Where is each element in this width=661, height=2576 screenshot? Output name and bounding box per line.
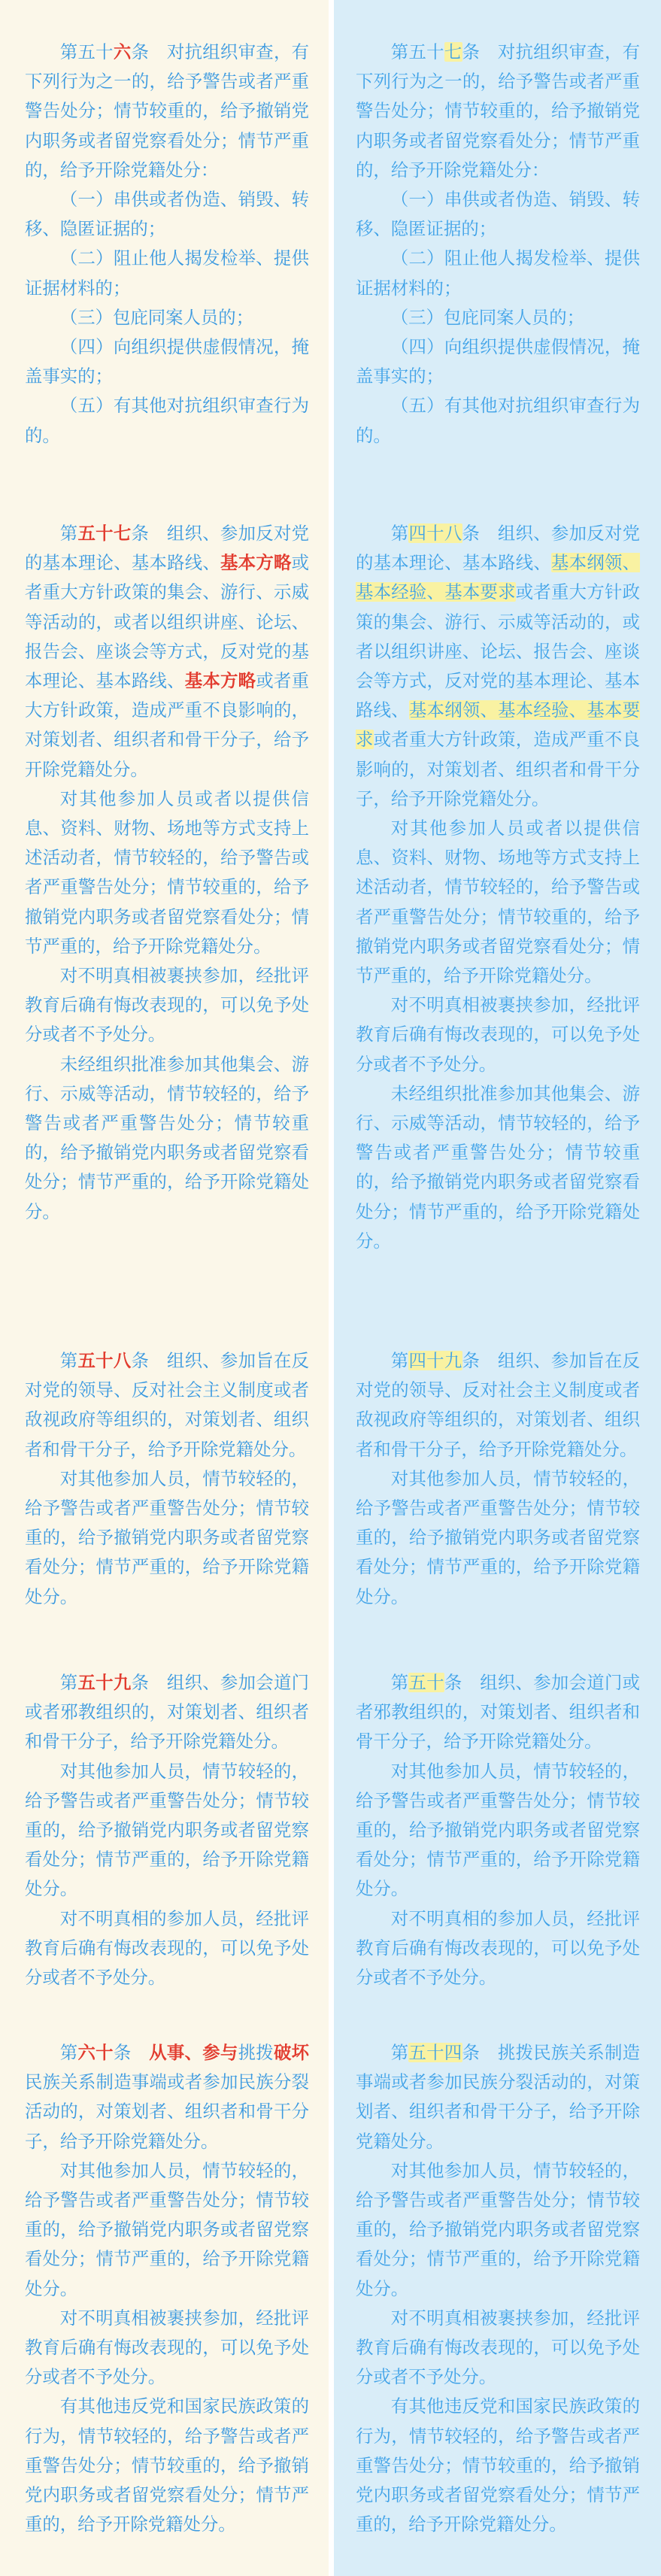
article-paragraph — [25, 2038, 309, 2156]
text-run: 第 — [59, 1673, 78, 1692]
text-run: 对不明真相被裹挟参加，经批评教育后确有悔改表现的，可以免予处分或者不予处分。 — [356, 995, 640, 1074]
article-paragraph — [356, 38, 640, 185]
text-run: （四）向组织提供虚假情况，掩盖事实的； — [356, 337, 640, 387]
text-run: 对其他参加人员或者以提供信息、资料、财物、场地等方式支持上述活动者，情节较轻的，给予警告或者严重警告处分；情节较重的，给予撤销党内职务或者留党察看处分；情节严重的，给予开除党籍处分。 — [356, 818, 640, 986]
text-run: 对不明真相的参加人员，经批评教育后确有悔改表现的，可以免予处分或者不予处分。 — [356, 1908, 640, 1988]
article-old-59 — [25, 1668, 309, 1992]
article-paragraph — [356, 303, 640, 332]
article-paragraph — [25, 1464, 309, 1612]
text-run: 有其他违反党和国家民族政策的行为，情节较轻的，给予警告或者严重警告处分；情节较重的，给予撤销党内职务或者留党察看处分；情节严重的，给予开除党籍处分。 — [356, 2396, 640, 2535]
highlight-yellow: 四十九 — [408, 1351, 462, 1370]
article-new-54 — [356, 2038, 640, 2539]
text-run: 第 — [390, 1351, 409, 1370]
text-run: （三）包庇同案人员的； — [390, 307, 585, 327]
article-paragraph — [356, 185, 640, 244]
article-paragraph — [356, 2304, 640, 2392]
article-new-50 — [356, 1668, 640, 1992]
article-paragraph — [25, 2156, 309, 2304]
text-run: 第五十 — [59, 42, 114, 62]
text-run: 条 组织、参加反对党的基本理论、基本路线、 — [356, 523, 641, 573]
text-run: 第 — [59, 523, 78, 543]
emphasis-red: 六十 — [77, 2043, 114, 2062]
emphasis-red: 基本方略 — [184, 671, 256, 691]
article-paragraph — [356, 991, 640, 1079]
text-run: 对不明真相被裹挟参加，经批评教育后确有悔改表现的，可以免予处分或者不予处分。 — [25, 2307, 309, 2387]
article-old-60 — [25, 2038, 309, 2539]
article-paragraph — [25, 303, 309, 332]
article-old-57 — [25, 519, 309, 1227]
text-run: 未经组织批准参加其他集会、游行、示威等活动，情节较轻的，给予警告或者严重警告处分；情节较重的，给予撤销党内职务或者留党察看处分；情节严重的，给予开除党籍处分。 — [356, 1083, 640, 1251]
article-paragraph — [356, 814, 640, 991]
article-paragraph — [25, 1346, 309, 1464]
text-run: 对其他参加人员，情节较轻的，给予警告或者严重警告处分；情节较重的，给予撤销党内职务或者留党察看处分；情节严重的，给予开除党籍处分。 — [25, 1761, 309, 1899]
text-run: （五）有其他对抗组织审查行为的。 — [25, 396, 309, 445]
text-run: 对不明真相被裹挟参加，经批评教育后确有悔改表现的，可以免予处分或者不予处分。 — [356, 2307, 640, 2387]
text-run: 或者重大方针政策，造成严重不良影响的，对策划者、组织者和骨干分子，给予开除党籍处分。 — [356, 730, 640, 809]
text-run: 条 组织、参加旨在反对党的领导、反对社会主义制度或者敌视政府等组织的，对策划者、组织者和骨干分子，给予开除党籍处分。 — [356, 1351, 641, 1459]
article-paragraph — [25, 38, 309, 185]
text-run: 对其他参加人员，情节较轻的，给予警告或者严重警告处分；情节较重的，给予撤销党内职务或者留党察看处分；情节严重的，给予开除党籍处分。 — [25, 1468, 309, 1607]
text-run: 未经组织批准参加其他集会、游行、示威等活动，情节较轻的，给予警告或者严重警告处分；情节较重的，给予撤销党内职务或者留党察看处分；情节严重的，给予开除党籍处分。 — [25, 1054, 309, 1221]
article-paragraph — [25, 244, 309, 302]
text-run: 第 — [390, 1673, 409, 1692]
text-run: 第 — [59, 2043, 78, 2062]
old-regulation-column — [0, 0, 329, 2576]
article-paragraph — [356, 2156, 640, 2304]
text-run: 条 对抗组织审查，有下列行为之一的，给予警告或者严重警告处分；情节较重的，给予撤销党内职务或者留党察看处分；情节严重的，给予开除党籍处分： — [356, 42, 641, 180]
emphasis-red: 六 — [113, 42, 132, 62]
article-paragraph — [25, 784, 309, 961]
article-paragraph — [356, 2392, 640, 2539]
article-paragraph — [356, 519, 640, 814]
emphasis-red: 基本方略 — [220, 553, 292, 573]
article-paragraph — [25, 1668, 309, 1757]
text-run: 对其他参加人员或者以提供信息、资料、财物、场地等方式支持上述活动者，情节较轻的，给予警告或者严重警告处分；情节较重的，给予撤销党内职务或者留党察看处分；情节严重的，给予开除党籍处分。 — [25, 788, 309, 956]
text-run: 条 挑拨民族关系制造事端或者参加民族分裂活动的，对策划者、组织者和骨干分子，给予开除党籍处分。 — [356, 2043, 641, 2151]
article-paragraph — [25, 2304, 309, 2392]
highlight-yellow: 五十四 — [408, 2043, 462, 2062]
article-paragraph — [25, 2392, 309, 2539]
article-paragraph — [25, 1904, 309, 1993]
article-paragraph — [25, 391, 309, 450]
article-paragraph — [25, 1757, 309, 1904]
article-paragraph — [25, 332, 309, 391]
text-run: 民族关系制造事端或者参加民族分裂活动的，对策划者、组织者和骨干分子，给予开除党籍处分。 — [25, 2072, 309, 2151]
text-run: （一）串供或者伪造、销毁、转移、隐匿证据的； — [25, 190, 309, 239]
text-run: 第 — [59, 1351, 78, 1370]
highlight-yellow: 七 — [444, 42, 462, 62]
text-run: 第 — [390, 2043, 409, 2062]
text-run: （五）有其他对抗组织审查行为的。 — [356, 396, 640, 445]
highlight-yellow: 五十 — [408, 1673, 444, 1692]
text-run: 条 组织、参加会道门或者邪教组织的，对策划者、组织者和骨干分子，给予开除党籍处分。 — [356, 1673, 641, 1752]
article-paragraph — [25, 519, 309, 784]
text-run: 对不明真相的参加人员，经批评教育后确有悔改表现的，可以免予处分或者不予处分。 — [25, 1908, 309, 1988]
article-paragraph — [25, 961, 309, 1050]
article-old-58 — [25, 1346, 309, 1612]
text-run: （四）向组织提供虚假情况，掩盖事实的； — [25, 337, 309, 387]
article-paragraph — [356, 1904, 640, 1993]
text-run: 条 组织、参加反对党的基本理论、基本路线、 — [25, 523, 310, 573]
text-run: 有其他违反党和国家民族政策的行为，情节较轻的，给予警告或者严重警告处分；情节较重的，给予撤销党内职务或者留党察看处分；情节严重的，给予开除党籍处分。 — [25, 2396, 309, 2535]
text-run: 第五十 — [390, 42, 444, 62]
article-paragraph — [356, 332, 640, 391]
article-paragraph — [356, 244, 640, 302]
text-run: 第 — [390, 523, 409, 543]
article-new-57 — [356, 38, 640, 451]
article-paragraph — [25, 185, 309, 244]
text-run: 条 组织、参加旨在反对党的领导、反对社会主义制度或者敌视政府等组织的，对策划者、组织者和骨干分子，给予开除党籍处分。 — [25, 1351, 310, 1459]
text-run: 或者重大方针政策的集会、游行、示威等活动的，或者以组织讲座、论坛、报告会、座谈会等方式，反对党的基本理论、基本路线、 — [356, 582, 640, 721]
text-run: 对其他参加人员，情节较轻的，给予警告或者严重警告处分；情节较重的，给予撤销党内职务或者留党察看处分；情节严重的，给予开除党籍处分。 — [356, 2160, 640, 2298]
text-run: 对其他参加人员，情节较轻的，给予警告或者严重警告处分；情节较重的，给予撤销党内职务或者留党察看处分；情节严重的，给予开除党籍处分。 — [356, 1761, 640, 1899]
article-paragraph — [25, 1050, 309, 1227]
article-paragraph — [356, 1346, 640, 1464]
article-paragraph — [356, 1757, 640, 1904]
text-run: （二）阻止他人揭发检举、提供证据材料的； — [356, 248, 640, 298]
text-run: （三）包庇同案人员的； — [59, 307, 254, 327]
text-run: （二）阻止他人揭发检举、提供证据材料的； — [25, 248, 309, 298]
text-run: 或者重大方针政策的集会、游行、示威等活动的，或者以组织讲座、论坛、报告会、座谈会等方式，反对党的基本理论、基本路线、 — [25, 553, 309, 691]
emphasis-red: 五十九 — [77, 1673, 132, 1692]
text-run: （一）串供或者伪造、销毁、转移、隐匿证据的； — [356, 190, 640, 239]
emphasis-red: 从事、参与 — [149, 2043, 238, 2062]
emphasis-red: 五十八 — [77, 1351, 132, 1370]
article-paragraph — [356, 1668, 640, 1757]
emphasis-red: 破坏 — [273, 2043, 310, 2062]
text-run: 条 对抗组织审查，有下列行为之一的，给予警告或者严重警告处分；情节较重的，给予撤销党内职务或者留党察看处分；情节严重的，给予开除党籍处分： — [25, 42, 310, 180]
article-paragraph — [356, 1464, 640, 1612]
highlight-yellow: 基本纲领、基本经验、基本要求 — [356, 553, 640, 602]
highlight-yellow: 基本纲领、基本经验、基本要求 — [356, 700, 640, 750]
article-paragraph — [356, 1079, 640, 1256]
article-paragraph — [356, 2038, 640, 2156]
text-run: 对其他参加人员，情节较轻的，给予警告或者严重警告处分；情节较重的，给予撤销党内职务或者留党察看处分；情节严重的，给予开除党籍处分。 — [356, 1468, 640, 1607]
article-new-49 — [356, 1346, 640, 1612]
article-paragraph — [356, 391, 640, 450]
article-new-48 — [356, 519, 640, 1256]
text-run: 对其他参加人员，情节较轻的，给予警告或者严重警告处分；情节较重的，给予撤销党内职务或者留党察看处分；情节严重的，给予开除党籍处分。 — [25, 2160, 309, 2298]
highlight-yellow: 四十八 — [408, 523, 462, 543]
text-run: 条 组织、参加会道门或者邪教组织的，对策划者、组织者和骨干分子，给予开除党籍处分。 — [25, 1673, 310, 1752]
article-old-56 — [25, 38, 309, 451]
emphasis-red: 五十七 — [77, 523, 132, 543]
text-run: 或者重大方针政策，造成严重不良影响的，对策划者、组织者和骨干分子，给予开除党籍处分。 — [25, 671, 309, 779]
new-regulation-column — [334, 0, 661, 2576]
text-run: 对不明真相被裹挟参加，经批评教育后确有悔改表现的，可以免予处分或者不予处分。 — [25, 966, 309, 1045]
text-run: 挑拨 — [238, 2043, 274, 2062]
text-run: 条 — [113, 2043, 150, 2062]
